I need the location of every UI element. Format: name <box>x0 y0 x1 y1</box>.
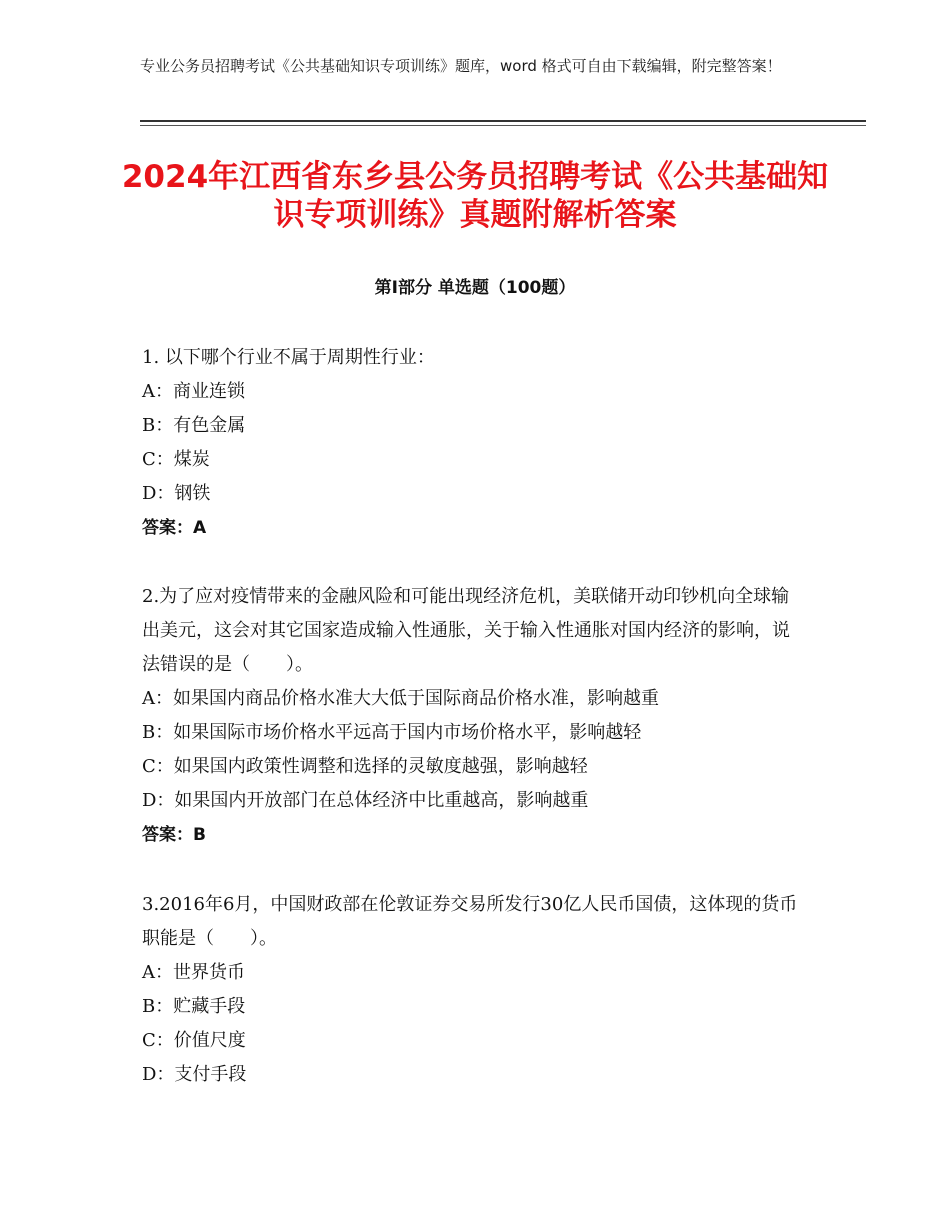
section-title: 第Ⅰ部分 单选题（100题） <box>374 278 576 298</box>
question-stem: 2.为了应对疫情带来的金融风险和可能出现经济危机，美联储开动印钞机向全球输出美元，这会对其它国家造成输入性通胀，关于输入性通胀对国内经济的影响，说法错误的是（ ）。 <box>142 586 790 675</box>
question-1 <box>142 341 802 545</box>
answer-label: 答案：B <box>142 825 206 845</box>
option-a: A：商业连锁 <box>142 381 245 402</box>
option-d: D：如果国内开放部门在总体经济中比重越高，影响越重 <box>142 790 589 811</box>
answer-label: 答案：A <box>142 518 207 538</box>
header-divider-thick <box>140 120 866 122</box>
option-d: D：支付手段 <box>142 1064 247 1085</box>
question-2 <box>142 580 802 852</box>
option-b: B：有色金属 <box>142 415 246 436</box>
option-c: C：价值尺度 <box>142 1030 246 1051</box>
question-stem: 3.2016年6月，中国财政部在伦敦证券交易所发行30亿人民币国债，这体现的货币职能是（ ）。 <box>142 894 798 949</box>
option-d: D：钢铁 <box>142 483 211 504</box>
document-title: 2024年江西省东乡县公务员招聘考试《公共基础知识专项训练》真题附解析答案 <box>121 159 829 233</box>
question-stem: 1. 以下哪个行业不属于周期性行业： <box>142 347 435 368</box>
header-note: 专业公务员招聘考试《公共基础知识专项训练》题库，word 格式可自由下载编辑，附完整答案！ <box>140 57 782 75</box>
option-b: B：贮藏手段 <box>142 996 246 1017</box>
question-3 <box>142 888 802 1092</box>
option-a: A：如果国内商品价格水准大大低于国际商品价格水准，影响越重 <box>142 688 659 709</box>
option-c: C：如果国内政策性调整和选择的灵敏度越强，影响越轻 <box>142 756 588 777</box>
option-a: A：世界货币 <box>142 962 245 983</box>
option-b: B：如果国际市场价格水平远高于国内市场价格水平，影响越轻 <box>142 722 642 743</box>
option-c: C：煤炭 <box>142 449 210 470</box>
header-divider-thin <box>140 125 866 126</box>
